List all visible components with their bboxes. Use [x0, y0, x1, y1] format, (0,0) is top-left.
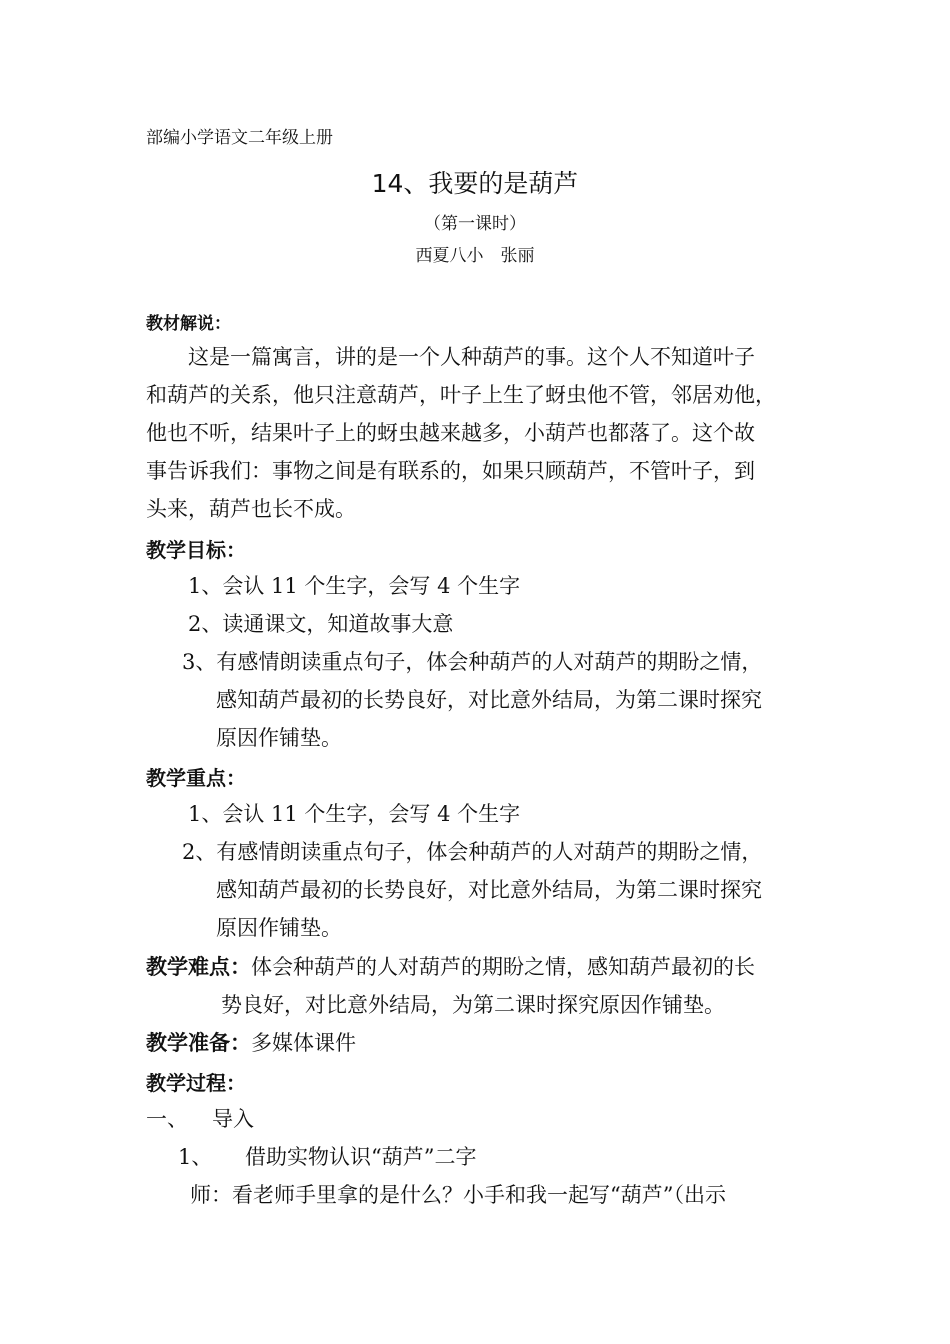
list-item: 1、会认 11 个生字，会写 4 个生字: [188, 802, 521, 826]
author-line: 西夏八小 张丽: [415, 246, 535, 266]
nandian-line: [146, 957, 755, 978]
nandian-continuation: 势良好，对比意外结局，为第二课时探究原因作铺垫。: [221, 993, 725, 1017]
list-item-continuation: 感知葫芦最初的长势良好，对比意外结局，为第二课时探究: [216, 878, 762, 902]
list-item: 2、读通课文，知道故事大意: [188, 612, 454, 636]
paragraph-line: 这是一篇寓言，讲的是一个人种葫芦的事。这个人不知道叶子: [188, 345, 755, 369]
paragraph-line: 事告诉我们：事物之间是有联系的，如果只顾葫芦，不管叶子，到: [146, 459, 755, 483]
zhunbei-line: [146, 1033, 356, 1054]
section-heading-guocheng: 教学过程：: [146, 1071, 246, 1095]
teacher-line: 师：看老师手里拿的是什么？小手和我一起写“葫芦”（出示: [190, 1183, 726, 1207]
section-heading-jiaocai: 教材解说：: [146, 314, 231, 334]
paragraph-line: 他也不听，结果叶子上的蚜虫越来越多，小葫芦也都落了。这个故: [146, 421, 755, 445]
lesson-title: 14、我要的是葫芦: [371, 169, 579, 198]
section-heading-nandian: 教学难点：: [146, 955, 251, 979]
paragraph-line: 和葫芦的关系，他只注意葫芦，叶子上生了蚜虫他不管，邻居劝他，: [146, 383, 776, 407]
step1-text: 借助实物认识“葫芦”二字: [245, 1145, 477, 1169]
session-label: （第一课时）: [424, 214, 526, 234]
zhunbei-text: 多媒体课件: [251, 1031, 356, 1055]
list-item-continuation: 原因作铺垫。: [216, 726, 342, 750]
sec1-title: 导入: [212, 1107, 254, 1131]
section-heading-zhongdian: 教学重点：: [146, 766, 246, 790]
step1-number: 1、: [178, 1145, 213, 1169]
list-item: 3、有感情朗读重点句子，体会种葫芦的人对葫芦的期盼之情，: [182, 650, 763, 674]
list-item-continuation: 原因作铺垫。: [216, 916, 342, 940]
list-item: 2、有感情朗读重点句子，体会种葫芦的人对葫芦的期盼之情，: [182, 840, 763, 864]
sec1-number: 一、: [146, 1107, 188, 1131]
list-item-continuation: 感知葫芦最初的长势良好，对比意外结局，为第二课时探究: [216, 688, 762, 712]
nandian-text: 体会种葫芦的人对葫芦的期盼之情，感知葫芦最初的长: [251, 955, 755, 979]
paragraph-line: 头来，葫芦也长不成。: [146, 497, 356, 521]
series-label: 部编小学语文二年级上册: [146, 128, 333, 148]
list-item: 1、会认 11 个生字，会写 4 个生字: [188, 574, 521, 598]
section-heading-zhunbei: 教学准备：: [146, 1031, 251, 1055]
section-heading-mubiao: 教学目标：: [146, 538, 246, 562]
